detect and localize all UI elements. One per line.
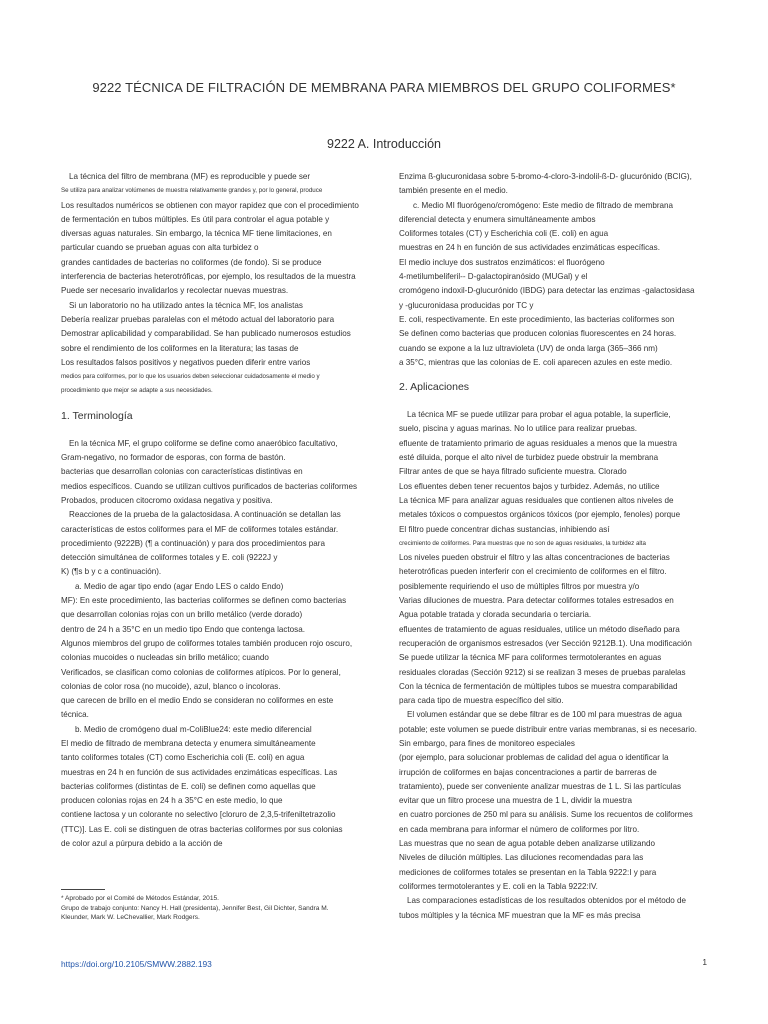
paragraph-line: y -glucuronidasa producidas por TC y bbox=[399, 300, 534, 310]
paragraph-line: potable; este volumen se puede distribuir entre varias membranas, si es necesario. bbox=[399, 724, 697, 734]
paragraph-line: esté diluida, porque el alto nivel de turbidez puede obstruir la membrana bbox=[399, 453, 659, 463]
footnote-line: * Aprobado por el Comité de Métodos Estándar, 2015. bbox=[61, 895, 219, 902]
paragraph-line: Demostrar aplicabilidad y comparabilidad. Se han publicado numerosos estudios bbox=[61, 329, 351, 339]
paragraph-line: Se utiliza para analizar volúmenes de muestra relativamente grandes y, por lo general, produce bbox=[61, 187, 323, 195]
paragraph-line: muestras en 24 h en función de sus actividades enzimáticas específicas. bbox=[399, 243, 660, 253]
paragraph-line: bacterias que desarrollan colonias con características distintivas en bbox=[61, 467, 303, 477]
paragraph-line: muestras en 24 h en función de sus actividades enzimáticas específicas. Las bbox=[61, 767, 338, 777]
terminology-heading: 1. Terminología bbox=[61, 409, 133, 422]
left-column bbox=[61, 170, 371, 851]
paragraph-line: Agua potable tratada y clorada secundaria o terciaria. bbox=[399, 610, 592, 620]
paragraph-line: b. Medio de cromógeno dual m-ColiBlue24: este medio diferencial bbox=[75, 724, 312, 734]
paragraph-line: tratamiento), puede ser conveniente analizar muestras de 1 L. Si las partículas bbox=[399, 781, 682, 791]
paragraph-line: para cada tipo de muestra específico del sitio. bbox=[399, 696, 564, 706]
paragraph-line: posiblemente requiriendo el uso de múltiples filtros por muestra y/o bbox=[399, 581, 640, 591]
paragraph-line: residuales cloradas (Sección 9212) si se realizan 3 meses de pruebas paralelas bbox=[399, 667, 686, 677]
paragraph-line: metales tóxicos o compuestos orgánicos tóxicos (por ejemplo, fenoles) porque bbox=[399, 510, 681, 520]
footnotes bbox=[61, 894, 381, 923]
paragraph-line: (por ejemplo, para solucionar problemas de calidad del agua o identificar la bbox=[399, 753, 669, 763]
paragraph-line: Los resultados falsos positivos y negativos pueden diferir entre varios bbox=[61, 357, 311, 367]
paragraph-line: coliformes termotolerantes y E. coli en la Tabla 9222:IV. bbox=[399, 881, 598, 891]
paragraph-line: Los niveles pueden obstruir el filtro y las altas concentraciones de bacterias bbox=[399, 553, 670, 563]
applications-heading: 2. Aplicaciones bbox=[399, 381, 470, 394]
paragraph-line: irrupción de coliformes en bajas concentraciones a partir de barreras de bbox=[399, 767, 657, 777]
paragraph-line: Puede ser necesario invalidarlos y recolectar nuevas muestras. bbox=[61, 286, 289, 296]
paragraph-line: Las comparaciones estadísticas de los resultados obtenidos por el método de bbox=[407, 896, 686, 906]
paragraph-line: grandes cantidades de bacterias no coliformes (de fondo). Si se produce bbox=[61, 257, 322, 267]
doi-link[interactable]: https://doi.org/10.2105/SMWW.2882.193 bbox=[61, 959, 212, 969]
paragraph-line: cromógeno indoxil-D-glucurónido (IBDG) para detectar las enzimas -galactosidasa bbox=[399, 286, 695, 296]
paragraph-line: Reacciones de la prueba de la galactosidasa. A continuación se detallan las bbox=[69, 510, 341, 520]
paragraph-line: procedimiento (9222B) (¶ a continuación) y para dos procedimientos para bbox=[61, 538, 325, 548]
paragraph-line: sobre el rendimiento de los coliformes en la literatura; las tasas de bbox=[61, 343, 299, 353]
paragraph-line: Se definen como bacterias que producen colonias fluorescentes en 24 horas. bbox=[399, 329, 677, 339]
paragraph-line: Varias diluciones de muestra. Para detectar coliformes totales estresados en bbox=[399, 596, 674, 606]
paragraph-line: en cada membrana para informar el número de coliformes por litro. bbox=[399, 824, 640, 834]
paragraph-line: detección simultánea de coliformes totales y E. coli (9222J y bbox=[61, 553, 278, 563]
paragraph-line: crecimiento de coliformes. Para muestras que no son de aguas residuales, la turbidez alta bbox=[399, 539, 646, 547]
paragraph-line: también presente en el medio. bbox=[399, 186, 508, 196]
paragraph-line: tanto coliformes totales (CT) como Escherichia coli (E. coli) en agua bbox=[61, 753, 305, 763]
paragraph-line: La técnica del filtro de membrana (MF) es reproducible y puede ser bbox=[69, 172, 311, 181]
paragraph-line: interferencia de bacterias heterotróficas, por ejemplo, los resultados de la muestra bbox=[61, 272, 356, 282]
paragraph-line: Gram-negativo, no formador de esporas, con forma de bastón. bbox=[61, 453, 286, 463]
paragraph-line: contiene lactosa y un colorante no selectivo [cloruro de 2,3,5-trifeniltetrazolio bbox=[61, 810, 336, 820]
paragraph-line: La técnica MF para analizar aguas residuales que contienen altos niveles de bbox=[399, 495, 674, 505]
right-column bbox=[399, 170, 719, 923]
paragraph-line: cuando se expone a la luz ultravioleta (UV) de onda larga (365–366 nm) bbox=[399, 343, 658, 353]
paragraph-line: La técnica MF se puede utilizar para probar el agua potable, la superficie, bbox=[407, 410, 671, 420]
paragraph-line: Enzima ß-glucuronidasa sobre 5-bromo-4-cloro-3-indolil-ß-D- glucurónido (BCIG), bbox=[399, 172, 692, 181]
paragraph-line: Coliformes totales (CT) y Escherichia coli (E. coli) en agua bbox=[399, 229, 609, 239]
paragraph-line: El medio incluye dos sustratos enzimáticos: el fluorógeno bbox=[399, 257, 605, 267]
paragraph-line: medios para coliformes, por lo que los usuarios deben seleccionar cuidadosamente el medio y bbox=[61, 373, 320, 381]
paragraph-line: evitar que un filtro procese una muestra de 1 L, dividir la muestra bbox=[399, 796, 633, 806]
paragraph-line: Algunos miembros del grupo de coliformes totales también producen rojo oscuro, bbox=[61, 638, 353, 648]
paragraph-line: suelo, piscina y aguas marinas. No lo utilice para realizar pruebas. bbox=[399, 424, 637, 434]
paragraph-line: recuperación de organismos estresados (ver Sección 9212B.1). Una modificación bbox=[399, 638, 692, 648]
footnote-line: Kleunder, Mark W. LeChevallier, Mark Rodgers. bbox=[61, 914, 200, 922]
paragraph-line: El medio de filtrado de membrana detecta y enumera simultáneamente bbox=[61, 738, 316, 748]
paragraph-line: Filtrar antes de que se haya filtrado suficiente muestra. Clorado bbox=[399, 467, 627, 477]
paragraph-line: en cuatro porciones de 250 ml para su análisis. Sume los recuentos de coliformes bbox=[399, 810, 693, 820]
paragraph-line: Niveles de dilución múltiples. Las diluciones recomendadas para las bbox=[399, 853, 644, 863]
paragraph-line: producen colonias rojas en 24 h a 35°C en este medio, lo que bbox=[61, 796, 283, 806]
paragraph-line: procedimiento que mejor se adapte a sus necesidades. bbox=[61, 387, 213, 395]
paragraph-line: de color azul a púrpura debido a la acción de bbox=[61, 839, 223, 849]
paragraph-line: características de estos coliformes para el MF de coliformes totales estándar. bbox=[61, 524, 339, 534]
paragraph-line: Los efluentes deben tener recuentos bajos y turbidez. Además, no utilice bbox=[399, 481, 660, 491]
footnote-line: Grupo de trabajo conjunto: Nancy H. Hall (presidenta), Jennifer Best, Gil Dichter, Sandra M. bbox=[61, 904, 329, 912]
paragraph-line: Debería realizar pruebas paralelas con el método actual del laboratorio para bbox=[61, 314, 335, 324]
paragraph-line: Los resultados numéricos se obtienen con mayor rapidez que con el procedimiento bbox=[61, 200, 359, 210]
paragraph-line: Con la técnica de fermentación de múltiples tubos se muestra comparabilidad bbox=[399, 681, 678, 691]
paragraph-line: medios específicos. Cuando se utilizan cultivos purificados de bacterias coliformes bbox=[61, 481, 358, 491]
paragraph-line: c. Medio MI fluorógeno/cromógeno: Este medio de filtrado de membrana bbox=[413, 200, 674, 210]
paragraph-line: dentro de 24 h a 35°C en un medio tipo Endo que contenga lactosa. bbox=[61, 624, 305, 634]
paragraph-line: Probados, producen citocromo oxidasa negativa y positiva. bbox=[61, 495, 273, 505]
paragraph-line: efluente de tratamiento primario de aguas residuales a menos que la muestra bbox=[399, 438, 678, 448]
paragraph-line: bacterias coliformes (distintas de E. coli) se definen como aquellas que bbox=[61, 781, 316, 791]
paragraph-line: Si un laboratorio no ha utilizado antes la técnica MF, los analistas bbox=[69, 300, 303, 310]
section-title: 9222 A. Introducción bbox=[327, 137, 441, 151]
page-title: 9222 TÉCNICA DE FILTRACIÓN DE MEMBRANA PARA MIEMBROS DEL GRUPO COLIFORMES* bbox=[92, 80, 676, 95]
paragraph-line: a 35°C, mientras que las colonias de E. coli aparecen azules en este medio. bbox=[399, 357, 673, 367]
paragraph-line: Las muestras que no sean de agua potable deben analizarse utilizando bbox=[399, 839, 656, 849]
paragraph-line: que carecen de brillo en el medio Endo se consideran no coliformes en este bbox=[61, 696, 334, 706]
paragraph-line: que desarrollan colonias rojas con un brillo metálico (verde dorado) bbox=[61, 610, 303, 620]
paragraph-line: diversas aguas naturales. Sin embargo, la técnica MF tiene limitaciones, en bbox=[61, 229, 332, 239]
paragraph-line: K) (¶s b y c a continuación). bbox=[61, 567, 162, 577]
paragraph-line: El filtro puede concentrar dichas sustancias, inhibiendo así bbox=[399, 524, 610, 534]
paragraph-line: heterotróficas pueden interferir con el crecimiento de coliformes en el filtro. bbox=[399, 567, 667, 577]
paragraph-line: E. coli, respectivamente. En este procedimiento, las bacterias coliformes son bbox=[399, 314, 675, 324]
paragraph-line: diferencial detecta y enumera simultáneamente ambos bbox=[399, 214, 596, 224]
paragraph-line: tubos múltiples y la técnica MF muestran que la MF es más precisa bbox=[399, 910, 641, 920]
paragraph-line: (TTC)]. Las E. coli se distinguen de otras bacterias coliformes por sus colonias bbox=[61, 824, 343, 834]
paragraph-line: colonias mucoides o nucleadas sin brillo metálico; cuando bbox=[61, 653, 269, 663]
paragraph-line: colonias de color rosa (no mucoide), azul, blanco o incoloras. bbox=[61, 681, 281, 691]
paragraph-line: Sin embargo, para fines de monitoreo especiales bbox=[399, 738, 575, 748]
footnote-divider bbox=[61, 889, 105, 890]
paragraph-line: En la técnica MF, el grupo coliforme se define como anaeróbico facultativo, bbox=[69, 438, 338, 448]
paragraph-line: particular cuando se prueban aguas con alta turbidez o bbox=[61, 243, 259, 253]
paragraph-line: El volumen estándar que se debe filtrar es de 100 ml para muestras de agua bbox=[407, 710, 682, 720]
paragraph-line: de fermentación en tubos múltiples. Es útil para controlar el agua potable y bbox=[61, 214, 330, 224]
paragraph-line: a. Medio de agar tipo endo (agar Endo LES o caldo Endo) bbox=[75, 581, 284, 591]
paragraph-line: 4-metilumbeliferil-- D-galactopiranósido (MUGal) y el bbox=[399, 272, 588, 282]
paragraph-line: MF): En este procedimiento, las bacterias coliformes se definen como bacterias bbox=[61, 596, 347, 606]
paragraph-line: técnica. bbox=[61, 710, 89, 720]
page-number: 1 bbox=[702, 957, 707, 967]
paragraph-line: mediciones de coliformes totales se presentan en la Tabla 9222:I y para bbox=[399, 867, 657, 877]
paragraph-line: efluentes de tratamiento de aguas residuales, utilice un método diseñado para bbox=[399, 624, 680, 634]
paragraph-line: Se puede utilizar la técnica MF para coliformes termotolerantes en aguas bbox=[399, 653, 662, 663]
paragraph-line: Verificados, se clasifican como colonias de coliformes atípicos. Por lo general, bbox=[61, 667, 341, 677]
